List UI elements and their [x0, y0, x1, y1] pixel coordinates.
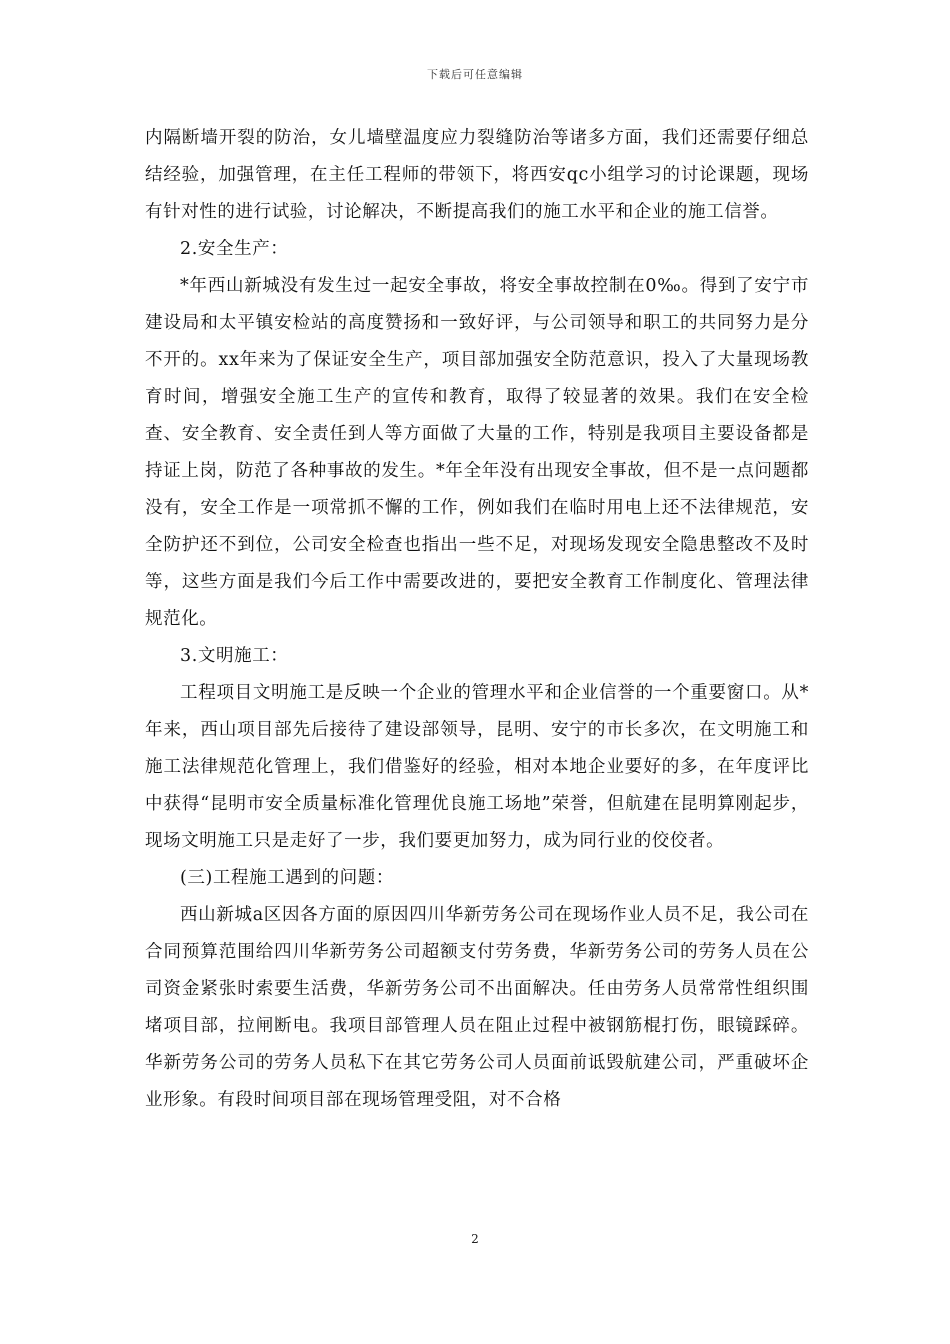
- paragraph-safety: *年西山新城没有发生过一起安全事故，将安全事故控制在0‰。得到了安宁市建设局和太平镇安检站的高度赞扬和一致好评，与公司领导和职工的共同努力是分不开的。xx年来为了保证安全生产，项目部加强安全防范意识，投入了大量现场教育时间，增强安全施工生产的宣传和教育，取得了较显著的效果。我们在安全检查、安全教育、安全责任到人等方面做了大量的工作，特别是我项目主要设备都是持证上岗，防范了各种事故的发生。*年全年没有出现安全事故，但不是一点问题都没有，安全工作是一项常抓不懈的工作，例如我们在临时用电上还不法律规范，安全防护还不到位，公司安全检查也指出一些不足，对现场发现安全隐患整改不及时等，这些方面是我们今后工作中需要改进的，要把安全教育工作制度化、管理法律规范化。: [145, 276, 809, 629]
- paragraph-continuation: 内隔断墙开裂的防治，女儿墙壁温度应力裂缝防治等诸多方面，我们还需要仔细总结经验，加强管理，在主任工程师的带领下，将西安qc小组学习的讨论课题，现场有针对性的进行试验，讨论解决，不断提高我们的施工水平和企业的施工信誉。: [145, 128, 809, 222]
- page-header: 下载后可任意编辑: [427, 68, 523, 81]
- document-body: [145, 120, 809, 1119]
- section-heading-safety: 2.安全生产：: [180, 239, 289, 259]
- paragraph-problems: 西山新城a区因各方面的原因四川华新劳务公司在现场作业人员不足，我公司在合同预算范围给四川华新劳务公司超额支付劳务费，华新劳务公司的劳务人员在公司资金紧张时索要生活费，华新劳务公司不出面解决。任由劳务人员常常性组织围堵项目部，拉闸断电。我项目部管理人员在阻止过程中被钢筋棍打伤，眼镜踩碎。华新劳务公司的劳务人员私下在其它劳务公司人员面前诋毁航建公司，严重破坏企业形象。有段时间项目部在现场管理受阻，对不合格: [145, 905, 809, 1110]
- section-heading-civilized-construction: 3.文明施工：: [180, 646, 289, 666]
- section-heading-problems: (三)工程施工遇到的问题：: [180, 868, 394, 888]
- page-number: 2: [471, 1232, 479, 1246]
- paragraph-civilized-construction: 工程项目文明施工是反映一个企业的管理水平和企业信誉的一个重要窗口。从*年来，西山项目部先后接待了建设部领导，昆明、安宁的市长多次，在文明施工和施工法律规范化管理上，我们借鉴好的经验，相对本地企业要好的多，在年度评比中获得“昆明市安全质量标准化管理优良施工场地”荣誉，但航建在昆明算刚起步，现场文明施工只是走好了一步，我们要更加努力，成为同行业的佼佼者。: [145, 683, 809, 851]
